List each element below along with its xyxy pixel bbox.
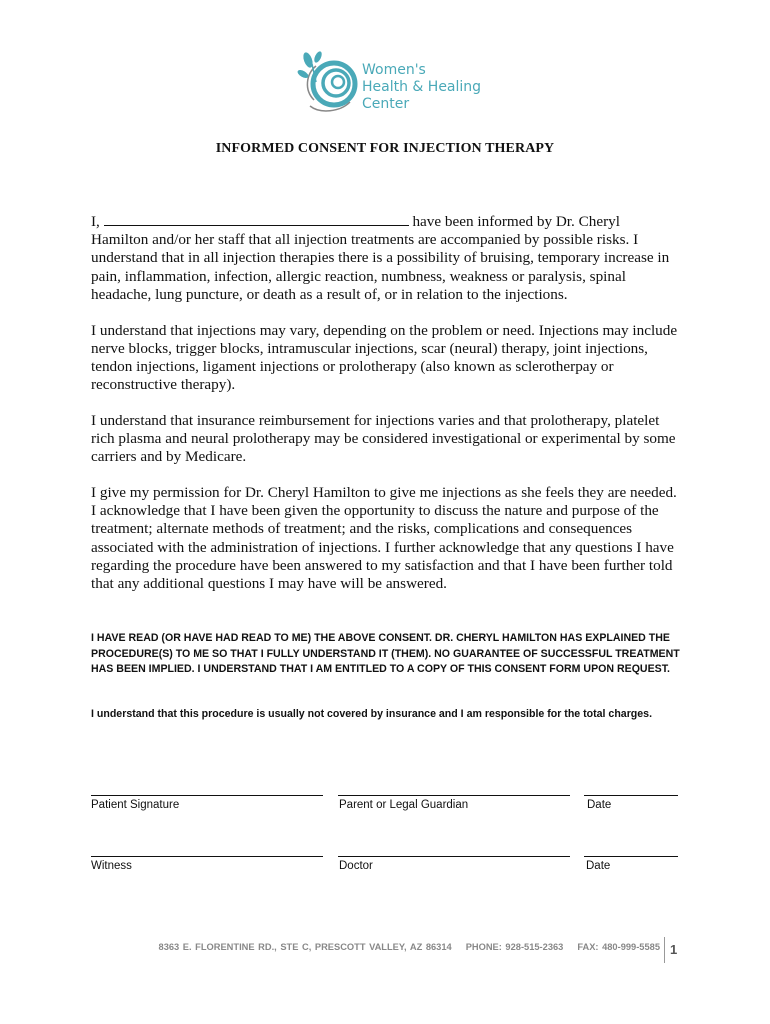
paragraph-permission: I give my permission for Dr. Cheryl Hamilton to give me injections as she feels they are needed. I acknowledge that I have been given the opportunity to discuss the nature and purpose of the treatment; alternate methods of treatment; and the risks, complications and consequences associated with the administration of injections. I further acknowledge that any questions I have regarding the procedure have been answered to my satisfaction and that I have been further told that any additional questions I may have will be answered. bbox=[91, 483, 677, 592]
date-label-2: Date bbox=[586, 860, 611, 872]
doctor-label: Doctor bbox=[339, 860, 373, 872]
paragraph-risks bbox=[91, 212, 681, 304]
logo-line-2: Health & Healing bbox=[362, 79, 482, 95]
consent-acknowledgement: I HAVE READ (OR HAVE HAD READ TO ME) THE ABOVE CONSENT. DR. CHERYL HAMILTON HAS EXPLAINED THE PROCEDURE(S) TO ME SO THAT I FULLY UNDERSTAND IT (THEM). NO GUARANTEE OF SUCCESSFUL TREATMENT HAS BEEN IMPLIED. I UNDERSTAND THAT I AM ENTITLED TO A COPY OF THIS CONSENT FORM UPON REQUEST. bbox=[91, 632, 680, 675]
paragraph-risks-prefix: I, bbox=[91, 213, 100, 230]
clinic-logo bbox=[296, 50, 486, 116]
paragraph-insurance: I understand that insurance reimbursement for injections varies and that prolotherapy, platelet rich plasma and neural prolotherapy may be considered investigational or experimental by some carriers and by Medicare. bbox=[91, 411, 676, 466]
page-footer bbox=[0, 942, 660, 952]
footer-fax: FAX: 480-999-5585 bbox=[577, 942, 660, 952]
logo-line-3: Center bbox=[362, 96, 410, 112]
page-number: 1 bbox=[670, 942, 678, 957]
witness-signature-line[interactable] bbox=[91, 856, 323, 857]
paragraph-injection-types: I understand that injections may vary, depending on the problem or need. Injections may include nerve blocks, trigger blocks, intramuscular injections, scar (neural) therapy, joint injections, tendon injections, ligament injections or prolotherapy (also known as sclerotherpay or reconstructive therapy). bbox=[91, 321, 678, 394]
insurance-note: I understand that this procedure is usually not covered by insurance and I am responsible for the total charges. bbox=[91, 708, 653, 720]
witness-label: Witness bbox=[91, 860, 132, 872]
logo-line-1: Women's bbox=[362, 62, 426, 78]
patient-signature-line[interactable] bbox=[91, 795, 323, 796]
footer-divider bbox=[664, 937, 665, 963]
spiral-leaf-icon bbox=[296, 50, 362, 116]
date-line-2[interactable] bbox=[584, 856, 678, 857]
footer-phone: PHONE: 928-515-2363 bbox=[465, 942, 564, 952]
guardian-signature-label: Parent or Legal Guardian bbox=[339, 799, 469, 811]
patient-signature-label: Patient Signature bbox=[91, 799, 180, 811]
guardian-signature-line[interactable] bbox=[338, 795, 570, 796]
date-label-1: Date bbox=[587, 799, 612, 811]
patient-name-blank[interactable] bbox=[104, 212, 409, 226]
logo-text bbox=[362, 62, 481, 113]
consent-body bbox=[91, 212, 681, 611]
document-title: INFORMED CONSENT FOR INJECTION THERAPY bbox=[215, 141, 555, 156]
footer-address: 8363 E. FLORENTINE RD., STE C, PRESCOTT VALLEY, AZ 86314 bbox=[158, 942, 452, 952]
paragraph-risks-text: have been informed by Dr. Cheryl Hamilton and/or her staff that all injection treatments are accompanied by possible risks. I understand that in all injection therapies there is a possibility of bruising, temporary increase in pain, inflammation, infection, allergic reaction, numbness, weakness or paralysis, spinal headache, lung puncture, or death as a result of, or in relation to the injections. bbox=[91, 213, 670, 303]
date-line-1[interactable] bbox=[584, 795, 678, 796]
doctor-signature-line[interactable] bbox=[338, 856, 570, 857]
